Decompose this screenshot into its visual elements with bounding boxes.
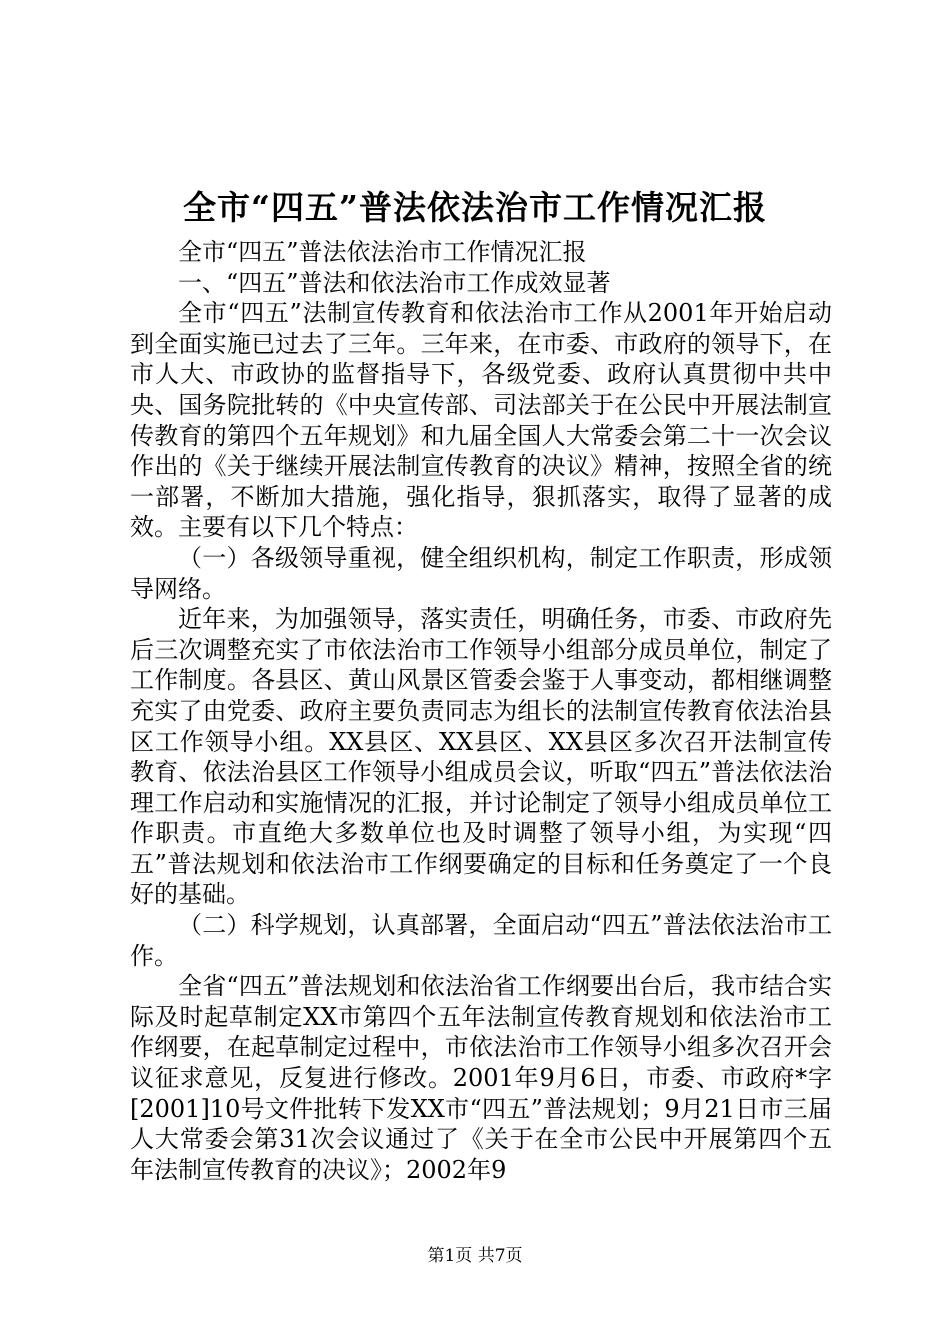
paragraph-section-heading: 一、“四五”普法和依法治市工作成效显著	[178, 268, 611, 297]
paragraph-point-one-heading: （一）各级领导重视，健全组织机构，制定工作职责，形成领导网络。	[130, 543, 832, 603]
paragraph-intro: 全市“四五”法制宣传教育和依法治市工作从2001年开始启动到全面实施已过去了三年。三年来，在市委、市政府的领导下，在市人大、市政协的监督指导下，各级党委、政府认真贯彻中共中央、国务院批转的《中央宣传部、司法部关于在公民中开展法制宣传教育的第四个五年规划》和九届全国人大常委会第二十一次会议作出的《关于继续开展法制宣传教育的决议》精神，按照全省的统一部署，不断加大措施，强化指导，狠抓落实，取得了显著的成效。主要有以下几个特点：	[130, 299, 832, 542]
paragraph-point-one-body: 近年来，为加强领导，落实责任，明确任务，市委、市政府先后三次调整充实了市依法治市工作领导小组部分成员单位，制定了工作制度。各县区、黄山风景区管委会鉴于人事变动，都相继调整充实了由党委、政府主要负责同志为组长的法制宣传教育依法治县区工作领导小组。XX县区、XX县区、XX县区多次召开法制宣传教育、依法治县区工作领导小组成员会议，听取“四五”普法依法治理工作启动和实施情况的汇报，并讨论制定了领导小组成员单位工作职责。市直绝大多数单位也及时调整了领导小组，为实现“四五”普法规划和依法治市工作纲要确定的目标和任务奠定了一个良好的基础。	[130, 605, 832, 909]
paragraph-point-two-heading: （二）科学规划，认真部署，全面启动“四五”普法依法治市工作。	[130, 911, 832, 970]
document-body	[130, 237, 832, 1185]
page-indicator: 第1页 共7页	[427, 1246, 523, 1266]
paragraph-point-two-body: 全省“四五”普法规划和依法治省工作纲要出台后，我市结合实际及时起草制定XX市第四个五年法制宣传教育规划和依法治市工作纲要，在起草制定过程中，市依法治市工作领导小组多次召开会议征求意见，反复进行修改。2001年9月6日，市委、市政府*字[2001]10号文件批转下发XX市“四五”普法规划；9月21日市三届人大常委会第31次会议通过了《关于在全市公民中开展第四个五年法制宣传教育的决议》；2002年9	[130, 972, 832, 1184]
document-title: 全市“四五”普法依法治市工作情况汇报	[183, 188, 767, 227]
paragraph-subtitle: 全市“四五”普法依法治市工作情况汇报	[178, 238, 587, 266]
